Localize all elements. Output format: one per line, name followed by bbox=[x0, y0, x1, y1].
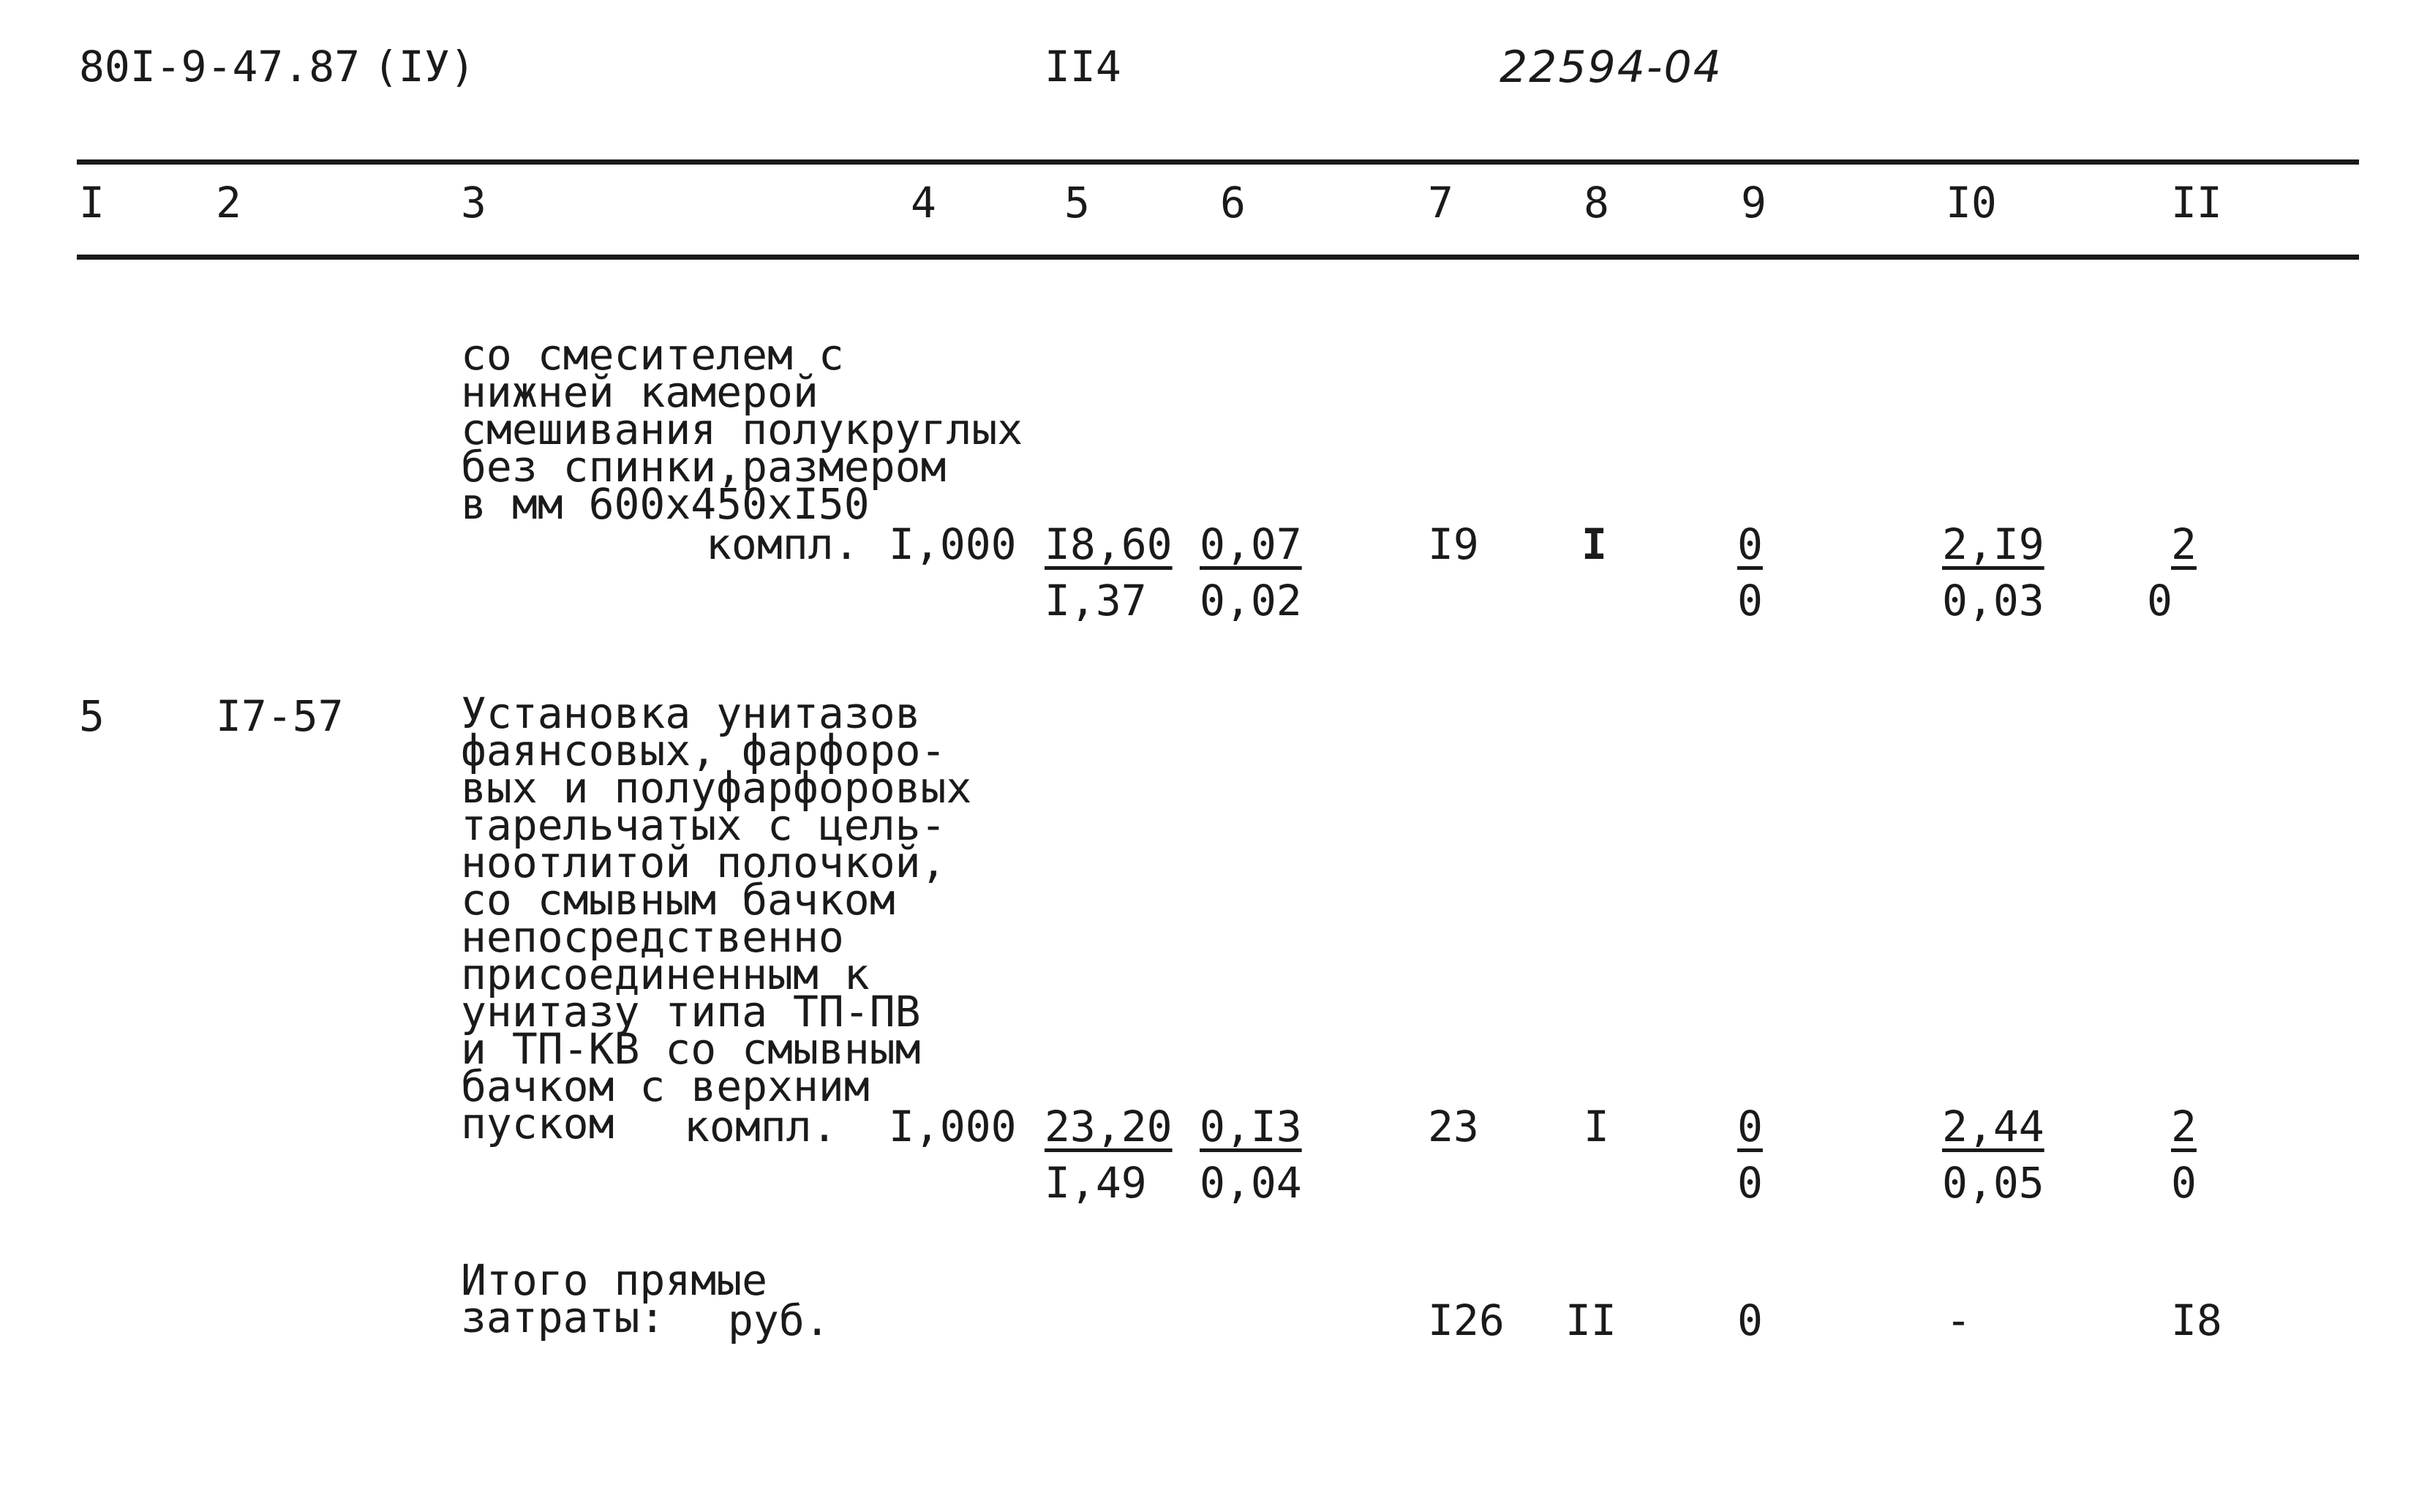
row-unit: компл. bbox=[684, 1102, 838, 1151]
col5-top-value: 23,20 bbox=[1045, 1102, 1173, 1151]
col11-top-value: 2 bbox=[2171, 519, 2197, 569]
col5-top-value: I8,60 bbox=[1045, 519, 1173, 569]
row-quantity: I,000 bbox=[889, 519, 1017, 569]
row-description: со смесителем с нижней камерой смешивания полукруглых без спинки,размером в мм 600х450хI50 bbox=[461, 330, 1023, 529]
row-quantity: I,000 bbox=[889, 1102, 1017, 1151]
total-col8: II bbox=[1565, 1295, 1617, 1345]
col7-value: I9 bbox=[1428, 519, 1479, 569]
col8-value: I bbox=[1584, 1102, 1609, 1151]
col6-bottom-value: 0,02 bbox=[1200, 576, 1302, 625]
total-col9: 0 bbox=[1737, 1295, 1763, 1345]
page-number: II4 bbox=[1045, 42, 1121, 91]
col6-bottom-value: 0,04 bbox=[1200, 1158, 1302, 1208]
header-bottom-rule bbox=[77, 255, 2359, 260]
col9-top-value: 0 bbox=[1737, 1102, 1763, 1151]
col5-bottom-value: I,37 bbox=[1045, 576, 1147, 625]
col11-top-value: 2 bbox=[2171, 1102, 2197, 1151]
total-col11: I8 bbox=[2171, 1295, 2222, 1345]
volume-label: (IУ) bbox=[373, 42, 475, 91]
row-number: 5 bbox=[79, 691, 105, 741]
col11-bottom-value: 0 bbox=[2147, 576, 2172, 625]
column-number: I bbox=[79, 178, 105, 227]
row-unit: компл. bbox=[706, 519, 859, 569]
row-description: Установка унитазов фаянсовых, фарфоро- вых и полуфарфоровых тарельчатых с цель- ноотлитой полочкой, со смывным бачком непосредственно присоединенным к унитазу типа ТП-ПВ и ТП-КВ со смывным бачком с верхним пуском bbox=[461, 688, 972, 1148]
col5-bottom-value: I,49 bbox=[1045, 1158, 1147, 1208]
total-col7: I26 bbox=[1428, 1295, 1505, 1345]
column-number: 4 bbox=[911, 178, 936, 227]
column-number: 2 bbox=[216, 178, 241, 227]
column-number: 5 bbox=[1064, 178, 1090, 227]
inventory-number: 22594-04 bbox=[1500, 42, 1723, 93]
total-col10: - bbox=[1946, 1295, 1971, 1345]
col6-top-value: 0,07 bbox=[1200, 519, 1302, 569]
column-number: 3 bbox=[461, 178, 486, 227]
total-label: Итого прямые затраты: bbox=[461, 1255, 768, 1342]
column-number: 7 bbox=[1428, 178, 1453, 227]
column-number: I0 bbox=[1946, 178, 1997, 227]
total-unit: руб. bbox=[728, 1295, 830, 1345]
col9-top-value: 0 bbox=[1737, 519, 1763, 569]
col10-top-value: 2,I9 bbox=[1942, 519, 2044, 569]
col10-bottom-value: 0,05 bbox=[1942, 1158, 2044, 1208]
row-code: I7-57 bbox=[216, 691, 344, 741]
col10-bottom-value: 0,03 bbox=[1942, 576, 2044, 625]
col10-top-value: 2,44 bbox=[1942, 1102, 2044, 1151]
col11-bottom-value: 0 bbox=[2171, 1158, 2197, 1208]
column-number: 9 bbox=[1741, 178, 1767, 227]
col7-value: 23 bbox=[1428, 1102, 1479, 1151]
col9-bottom-value: 0 bbox=[1737, 1158, 1763, 1208]
col8-value: I bbox=[1581, 519, 1607, 569]
col6-top-value: 0,I3 bbox=[1200, 1102, 1302, 1151]
column-number: 6 bbox=[1220, 178, 1246, 227]
document-code: 80I-9-47.87 bbox=[79, 42, 361, 91]
top-rule bbox=[77, 159, 2359, 165]
column-number: II bbox=[2171, 178, 2222, 227]
col9-bottom-value: 0 bbox=[1737, 576, 1763, 625]
column-number: 8 bbox=[1584, 178, 1609, 227]
